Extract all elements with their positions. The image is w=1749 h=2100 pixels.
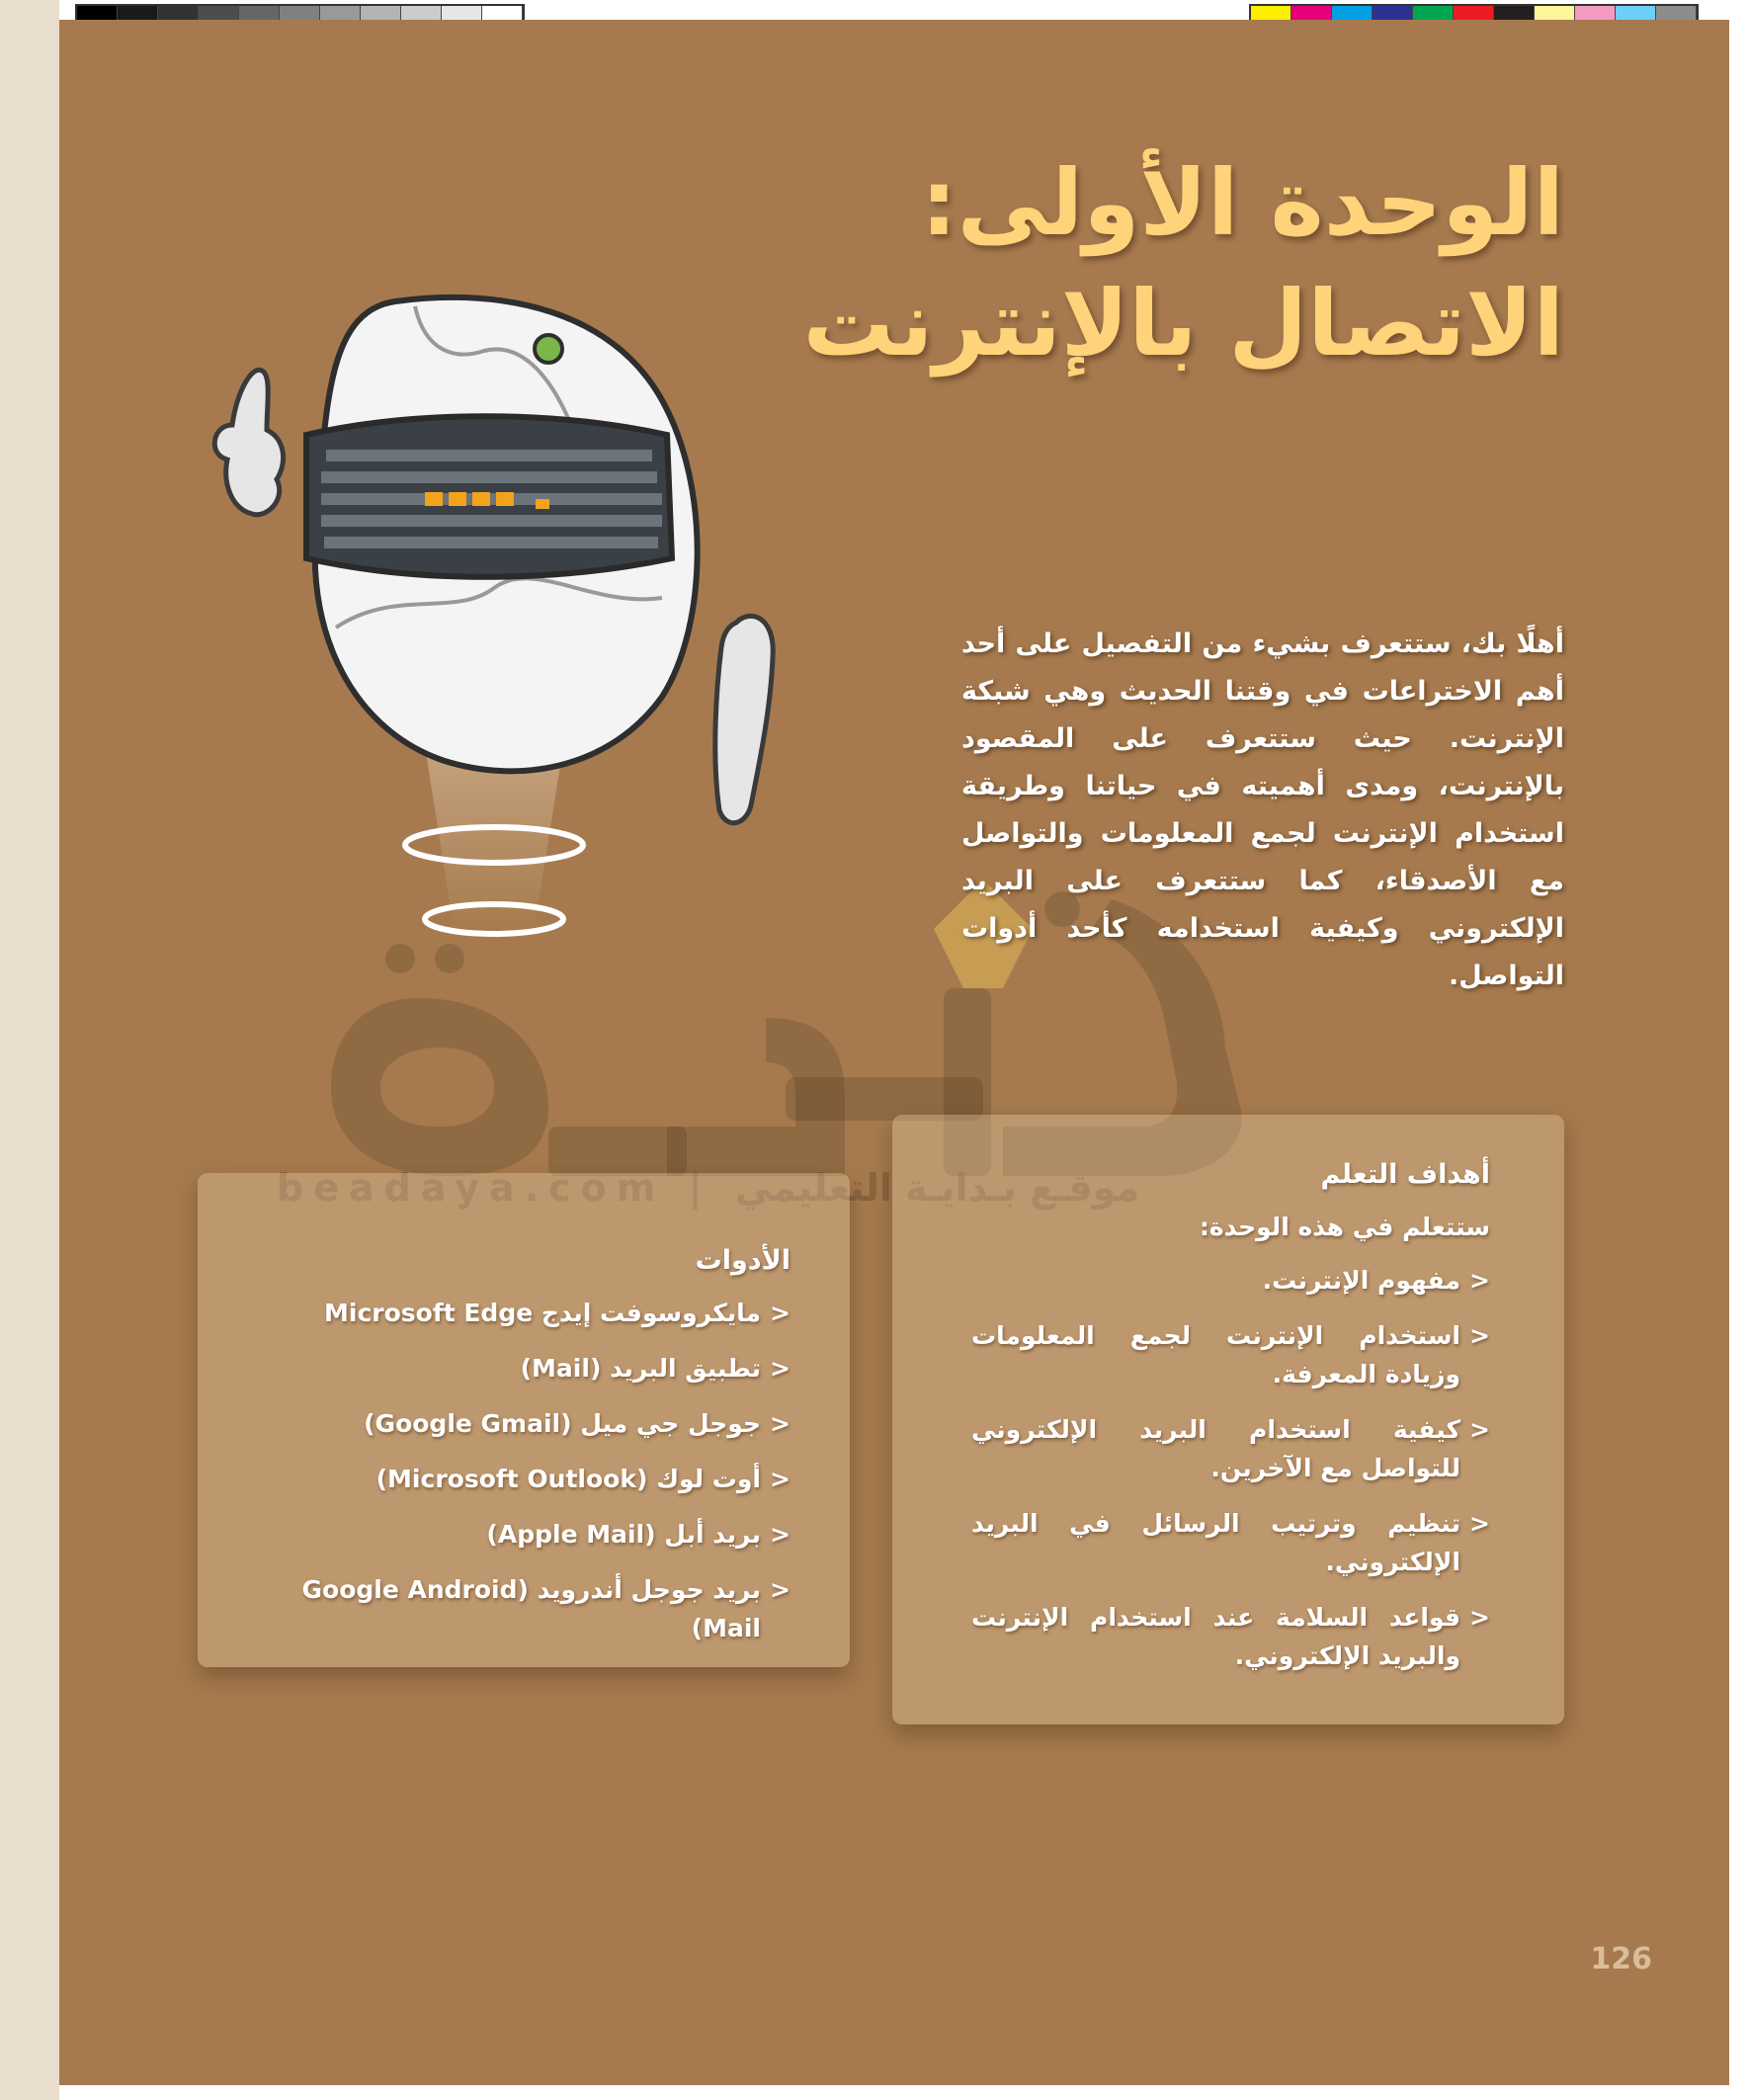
unit-title: [675, 143, 1564, 384]
goal-item: < تنظيم وترتيب الرسائل في البريد الإلكتروني.: [971, 1504, 1490, 1581]
learning-goals-subtitle: ستتعلم في هذه الوحدة:: [1199, 1213, 1490, 1241]
bullet-chevron-icon: <: [1469, 1509, 1490, 1538]
goal-item: < قواعد السلامة عند استخدام الإنترنت والبريد الإلكتروني.: [971, 1598, 1490, 1675]
goal-item: < استخدام الإنترنت لجمع المعلومات وزيادة المعرفة.: [971, 1316, 1490, 1393]
robot-illustration: [198, 292, 800, 983]
intro-paragraph: أهلًا بك، ستتعرف بشيء من التفصيل على أحد أهم الاختراعات في وقتنا الحديث وهي شبكة الإنترنت. حيث ستتعرف على المقصود بالإنترنت، ومدى أهميته في حياتنا وطريقة استخدام الإنترنت لجمع المعلومات والتواصل مع الأصدقاء، كما ستتعرف على البريد الإلكتروني وكيفية استخدامه كأحد أدوات التواصل.: [961, 629, 1564, 991]
tool-item: < جوجل جي ميل (Google Gmail): [237, 1404, 791, 1443]
bullet-chevron-icon: <: [1469, 1321, 1490, 1350]
bullet-chevron-icon: <: [770, 1409, 791, 1438]
goal-item: < كيفية استخدام البريد الإلكتروني للتواصل مع الآخرين.: [971, 1410, 1490, 1487]
tools-box: [198, 1173, 850, 1667]
unit-title-line-2: الاتصال بالإنترنت: [802, 271, 1564, 377]
bullet-chevron-icon: <: [770, 1299, 791, 1327]
bullet-chevron-icon: <: [1469, 1266, 1490, 1295]
learning-goals-heading: أهداف التعلم: [1320, 1159, 1490, 1190]
bullet-chevron-icon: <: [1469, 1415, 1490, 1444]
tools-heading: الأدوات: [695, 1245, 791, 1276]
unit-title-line-1: الوحدة الأولى:: [920, 150, 1564, 256]
bullet-chevron-icon: <: [770, 1520, 791, 1549]
bullet-chevron-icon: <: [770, 1575, 791, 1604]
goal-item: < مفهوم الإنترنت.: [971, 1261, 1490, 1300]
bullet-chevron-icon: <: [770, 1354, 791, 1383]
bullet-chevron-icon: <: [1469, 1603, 1490, 1632]
watermark-site-text: beadaya.com | موقـع بـدايـة التعليمي: [277, 1166, 1140, 1210]
tool-item: < أوت لوك (Microsoft Outlook): [237, 1460, 791, 1498]
tool-item: < بريد أبل (Apple Mail): [237, 1515, 791, 1554]
tool-item: < تطبيق البريد (Mail): [237, 1349, 791, 1387]
learning-goals-box: [892, 1115, 1564, 1724]
page-edge-strip: [0, 0, 59, 2100]
bullet-chevron-icon: <: [770, 1465, 791, 1493]
tool-item: < مايكروسوفت إيدج Microsoft Edge: [237, 1294, 791, 1332]
page-number: 126: [1590, 1942, 1652, 1976]
tool-item: < بريد جوجل أندرويد (Google Android Mail): [237, 1570, 791, 1647]
